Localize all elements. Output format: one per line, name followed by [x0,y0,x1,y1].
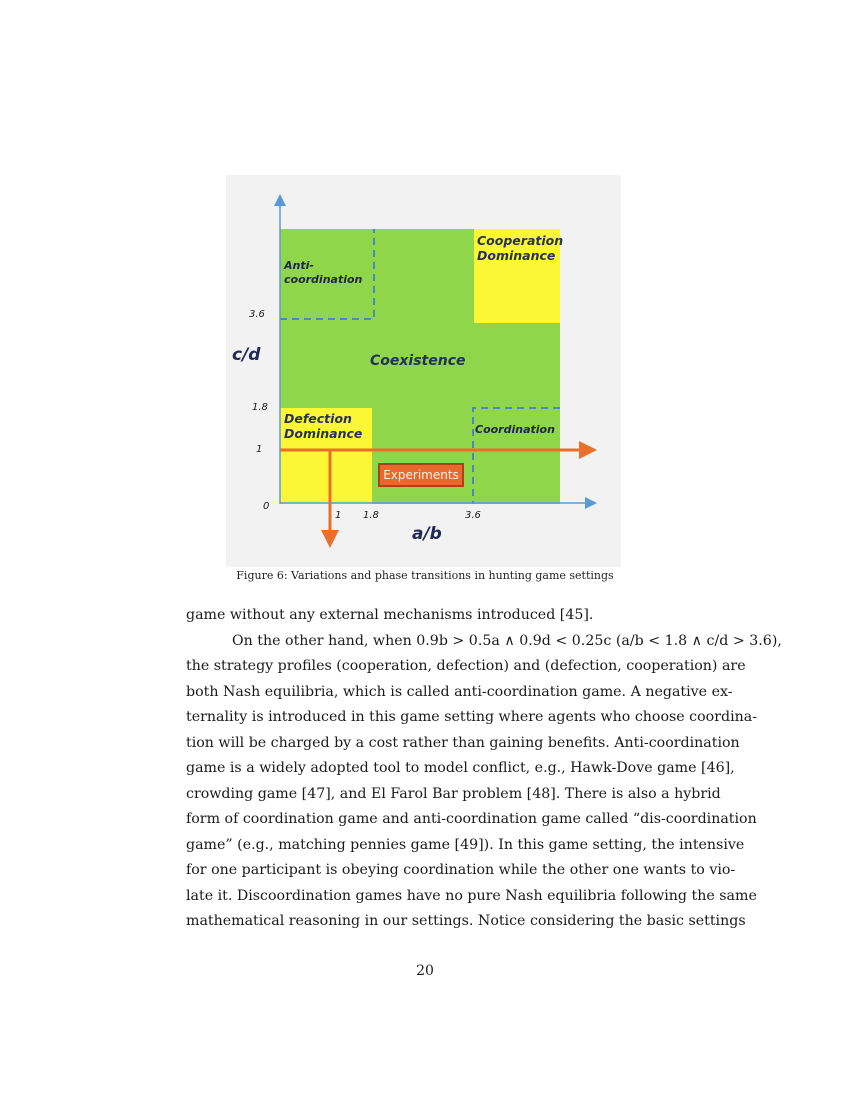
text-line: On the other hand, when 0.9b > 0.5a ∧ 0.9d < 0.25c (a/b < 1.8 ∧ c/d > 3.6), [232,632,782,649]
x-axis-title: a/b [412,524,442,544]
text-line: late it. Discoordination games have no pure Nash equilibria following the same [186,887,757,904]
text-line: for one participant is obeying coordination while the other one wants to vio- [186,862,736,878]
text-line: the strategy profiles (cooperation, defection) and (defection, cooperation) are [186,658,746,674]
y-tick-3.6: 3.6 [249,309,265,320]
anti-coordination-label [284,259,362,287]
body-paragraphs [186,603,782,935]
defection-dominance-label [284,411,362,441]
text-line: form of coordination game and anti-coordination game called “dis-coordination [186,811,757,827]
region-label-line: Defection [284,411,352,426]
text-line: game” (e.g., matching pennies game [49]). In this game setting, the intensive [186,836,745,853]
text-line: mathematical reasoning in our settings. Notice considering the basic settings [186,913,746,929]
x-tick-3.6: 3.6 [465,510,481,521]
coordination-label: Coordination [475,423,555,436]
text-line: tion will be charged by a cost rather than gaining benefits. Anti-coordination [186,734,740,751]
y-axis-title: c/d [232,345,261,365]
y-tick-1: 1 [256,444,263,455]
cooperation-dominance-label [477,233,563,263]
experiments-box: Experiments [378,463,464,487]
figure-caption: Figure 6: Variations and phase transitions in hunting game settings [236,569,614,582]
x-tick-1: 1 [335,510,342,521]
text-line: both Nash equilibria, which is called anti-coordination game. A negative ex- [186,683,733,700]
region-label-line: Anti- [284,259,314,272]
region-label-line: coordination [284,273,363,286]
text-line: game is a widely adopted tool to model conflict, e.g., Hawk-Dove game [46], [186,760,735,776]
figure-6 [226,175,621,567]
x-tick-1.8: 1.8 [363,510,379,521]
text-line: game without any external mechanisms introduced [45]. [186,607,594,623]
coexistence-label: Coexistence [370,353,466,369]
region-label-line: Cooperation [477,233,564,248]
region-label-line: Dominance [477,248,556,263]
y-tick-1.8: 1.8 [252,402,268,413]
y-tick-0: 0 [263,501,270,512]
text-line: ternality is introduced in this game setting where agents who choose coordina- [186,709,757,725]
page-number: 20 [416,963,434,979]
text-line: crowding game [47], and El Farol Bar problem [48]. There is also a hybrid [186,785,721,802]
region-label-line: Dominance [284,426,363,441]
